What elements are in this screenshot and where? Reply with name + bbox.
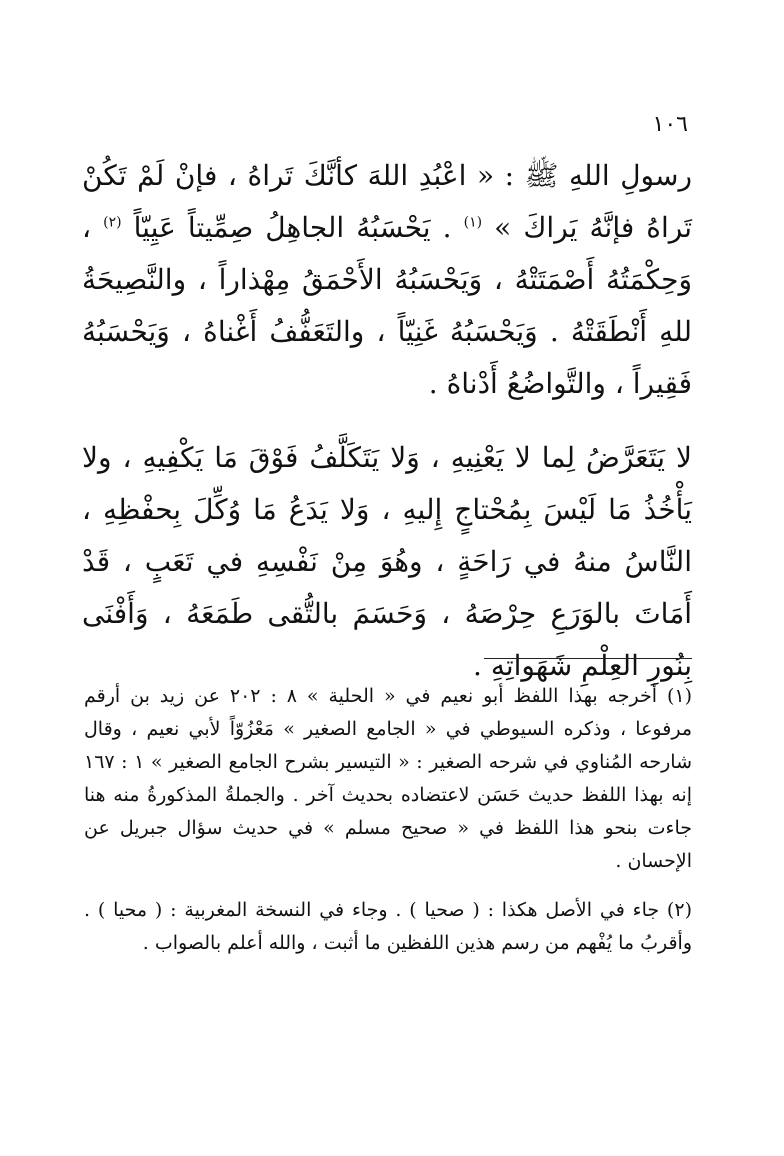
paragraph-1-part-1: رسولِ اللهِ ﷺ : « اعْبُدِ اللهَ كأنَّكَ تَراهُ ، فإنْ لَمْ تَكُنْ تَراهُ فإنَّهُ يَراكَ » (82, 159, 692, 244)
footnote-2: (٢) جاء في الأصل هكذا : ( صحيا ) . وجاء في النسخة المغربية : ( محيا ) . وأقربُ ما يُفْهم من رسم هذين اللفظين ما أثبت ، والله أعلم بالصواب . (84, 899, 692, 954)
footnote-1: (١) أخرجه بهذا اللفظ أبو نعيم في « الحلية » ٨ : ٢٠٢ عن زيد بن أرقم مرفوعا ، وذكره السيوطي في « الجامع الصغير » مَعْزُوّاً لأبي نعيم ، وقال شارحه المُناوي في شرحه الصغير : « التيسير بشرح الجامع الصغير » ١ : ١٦٧ إنه بهذا اللفظ حديث حَسَن لاعتضاده بحديث آخر . والجملةُ المذكورةُ منه هنا جاءت بنحو هذا اللفظ في « صحيح مسلم » في حديث سؤال جبريل عن الإحسان . (84, 685, 693, 872)
footnotes-section (84, 680, 692, 960)
footnote-marker-1[interactable]: (١) (463, 214, 483, 231)
footnote-divider (484, 658, 692, 659)
paragraph-1-part-3: ، وَحِكْمَتُهُ أَصْمَتَتْهُ ، وَيَحْسَبُهُ الأَحْمَقُ مِهْذاراً ، والنَّصِيحَةُ للهِ أَنْطَقَتْهُ . وَيَحْسَبُهُ غَنِيّاً ، والتَعَفُّفُ أَغْناهُ ، وَيَحْسَبُهُ فَقِيراً ، والتَّواضُعُ أَدْناهُ . (82, 211, 692, 400)
paragraph-2: لا يَتَعَرَّضُ لِما لا يَعْنِيهِ ، وَلا يَتَكَلَّفُ فَوْقَ مَا يَكْفِيهِ ، ولا يَأْخُذُ مَا لَيْسَ بِمُحْتاجٍ إِليهِ ، وَلا يَدَعُ مَا وُكِّلَ بِحفْظِهِ ، النَّاسُ منهُ في رَاحَةٍ ، وهُوَ مِنْ نَفْسِهِ في تَعَبٍ ، قَدْ أَمَاتَ بالوَرَعِ حِرْصَهُ ، وَحَسَمَ بالتُّقى طَمَعَهُ ، وَأَفْنَى بِنُورِ العِلْمِ شَهَواتِهِ . (82, 441, 692, 682)
footnote-marker-2[interactable]: (٢) (103, 214, 122, 231)
main-text (82, 150, 692, 692)
paragraph-1-part-2: . يَحْسَبُهُ الجاهِلُ صِمِّيتاً عَيِيّاً (121, 211, 464, 244)
page-number: ١٠٦ (652, 112, 688, 137)
paragraph-1 (82, 150, 692, 410)
